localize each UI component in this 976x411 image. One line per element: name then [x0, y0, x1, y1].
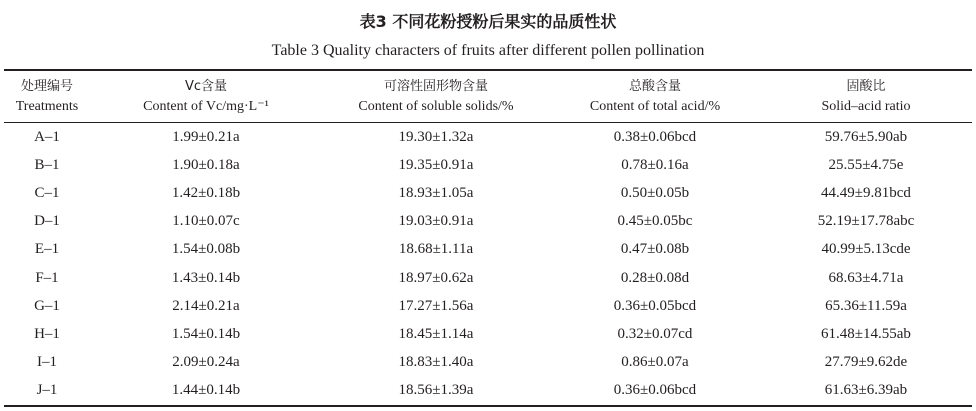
cell-total-acid: 0.78±0.16a [621, 156, 689, 173]
cell-soluble-solids: 18.68±1.11a [398, 241, 474, 258]
cell-treatment: E–1 [34, 241, 60, 258]
cell-soluble-solids: 19.35±0.91a [398, 156, 474, 173]
table-row [4, 292, 972, 320]
cell-vc: 1.99±0.21a [172, 128, 240, 145]
table-top-rule [4, 69, 972, 71]
cell-total-acid: 0.28±0.08d [620, 269, 690, 286]
cell-solid-acid-ratio: 52.19±17.78abc [817, 213, 915, 230]
header-row [4, 73, 972, 121]
table-row [4, 236, 972, 264]
quality-table [4, 73, 972, 405]
cell-vc: 1.43±0.14b [171, 269, 241, 286]
cell-vc: 1.10±0.07c [172, 213, 240, 230]
cell-vc: 2.09±0.24a [172, 354, 240, 371]
cell-soluble-solids: 19.30±1.32a [398, 128, 474, 145]
cell-soluble-solids: 18.97±0.62a [398, 269, 474, 286]
header-solid-acid-ratio [760, 73, 972, 121]
cell-vc: 1.42±0.18b [171, 184, 241, 201]
cell-total-acid: 0.36±0.06bcd [613, 382, 697, 399]
header-total-acid [550, 73, 760, 121]
cell-soluble-solids: 18.83±1.40a [398, 354, 474, 371]
cell-treatment: J–1 [36, 382, 58, 399]
cell-solid-acid-ratio: 61.48±14.55ab [821, 325, 911, 342]
cell-solid-acid-ratio: 44.49±9.81bcd [821, 184, 911, 201]
cell-treatment: C–1 [34, 184, 60, 201]
cell-soluble-solids: 18.56±1.39a [398, 382, 474, 399]
cell-vc: 1.54±0.14b [171, 325, 241, 342]
header-label-en: Solid–acid ratio [821, 99, 911, 114]
cell-total-acid: 0.38±0.06bcd [613, 128, 697, 145]
cell-total-acid: 0.50±0.05b [620, 184, 690, 201]
table-row [4, 151, 972, 179]
table-row [4, 349, 972, 377]
cell-solid-acid-ratio: 61.63±6.39ab [824, 382, 908, 399]
cell-vc: 2.14±0.21a [172, 297, 240, 314]
header-soluble-solids [322, 73, 550, 121]
cell-solid-acid-ratio: 65.36±11.59a [825, 297, 907, 314]
table-title-english: Table 3 Quality characters of fruits after different pollen pollination [271, 42, 705, 59]
cell-treatment: D–1 [34, 213, 60, 230]
cell-soluble-solids: 18.93±1.05a [398, 184, 474, 201]
table-bottom-rule [4, 405, 972, 407]
cell-vc: 1.90±0.18a [172, 156, 240, 173]
header-label-cn: 处理编号 [20, 79, 73, 94]
cell-treatment: F–1 [35, 269, 59, 286]
header-vc-content [90, 73, 322, 121]
cell-soluble-solids: 18.45±1.14a [398, 325, 474, 342]
cell-total-acid: 0.45±0.05bc [617, 213, 693, 230]
table-row [4, 320, 972, 348]
table-row [4, 377, 972, 405]
cell-vc: 1.44±0.14b [171, 382, 241, 399]
header-treatments [4, 73, 90, 121]
cell-treatment: I–1 [37, 354, 57, 371]
cell-treatment: B–1 [34, 156, 60, 173]
cell-vc: 1.54±0.08b [171, 241, 241, 258]
table-row [4, 121, 972, 151]
table-title-chinese: 表3 不同花粉授粉后果实的品质性状 [359, 12, 617, 31]
cell-treatment: G–1 [34, 297, 60, 314]
header-label-cn: 可溶性固形物含量 [383, 79, 488, 94]
header-label-en: Content of Vc/mg·L⁻¹ [143, 99, 269, 114]
table-row [4, 208, 972, 236]
header-label-en: Treatments [15, 99, 79, 114]
table-row [4, 264, 972, 292]
cell-solid-acid-ratio: 68.63±4.71a [828, 269, 904, 286]
cell-solid-acid-ratio: 27.79±9.62de [824, 354, 908, 371]
header-label-cn: Vc含量 [184, 79, 228, 94]
cell-solid-acid-ratio: 59.76±5.90ab [824, 128, 908, 145]
cell-total-acid: 0.47±0.08b [620, 241, 690, 258]
cell-total-acid: 0.86±0.07a [621, 354, 689, 371]
cell-treatment: H–1 [34, 325, 60, 342]
header-label-en: Content of soluble solids/% [358, 99, 514, 114]
cell-soluble-solids: 19.03±0.91a [398, 213, 474, 230]
header-label-cn: 总酸含量 [628, 79, 681, 94]
cell-total-acid: 0.32±0.07cd [617, 325, 693, 342]
cell-solid-acid-ratio: 25.55±4.75e [828, 156, 904, 173]
header-label-en: Content of total acid/% [589, 99, 721, 114]
table-row [4, 179, 972, 207]
header-label-cn: 固酸比 [846, 79, 886, 94]
cell-solid-acid-ratio: 40.99±5.13cde [821, 241, 911, 258]
cell-soluble-solids: 17.27±1.56a [398, 297, 474, 314]
cell-treatment: A–1 [34, 128, 60, 145]
cell-total-acid: 0.36±0.05bcd [613, 297, 697, 314]
